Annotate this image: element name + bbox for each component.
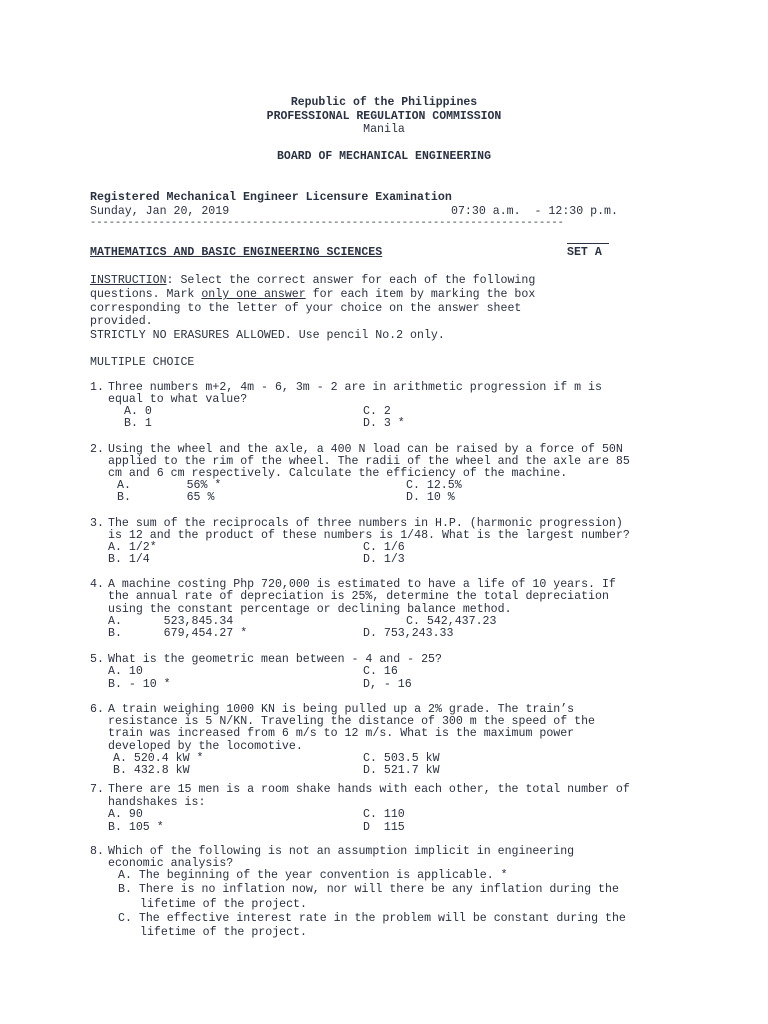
- option-b: B. 1: [124, 417, 152, 430]
- option-b: B. 65 %: [117, 491, 215, 504]
- instruction-line-4: provided.: [90, 315, 153, 328]
- multiple-choice-label: MULTIPLE CHOICE: [90, 356, 195, 369]
- option-c: C. The effective interest rate in the problem will be constant during the: [118, 912, 626, 925]
- exam-divider: ----------------------------------------------------------------------------: [90, 217, 564, 229]
- question-text: handshakes is:: [108, 796, 206, 809]
- option-b: B. 679,454.27 *: [108, 627, 248, 640]
- option-b: B. 1/4: [108, 553, 150, 566]
- header-board: BOARD OF MECHANICAL ENGINEERING: [277, 150, 491, 163]
- question-number: 1.: [90, 381, 104, 394]
- question-number: 8.: [90, 845, 104, 858]
- option-a: A. 523,845.34: [108, 615, 234, 628]
- question-text: applied to the rim of the wheel. The radii of the wheel and the axle are 85: [108, 455, 630, 468]
- option-a: A. 0: [124, 405, 152, 418]
- question-number: 4.: [90, 578, 104, 591]
- option-c: C. 503.5 kW: [363, 752, 440, 765]
- question-text: A machine costing Php 720,000 is estimated to have a life of 10 years. If: [108, 578, 616, 591]
- option-b: B. - 10 *: [108, 678, 171, 691]
- question-number: 3.: [90, 517, 104, 530]
- question-text: Using the wheel and the axle, a 400 N load can be raised by a force of 50N: [108, 443, 623, 456]
- option-c-continued: lifetime of the project.: [140, 926, 307, 939]
- option-d: D. 521.7 kW: [363, 764, 440, 777]
- set-overline: [567, 243, 609, 244]
- exam-time: 07:30 a.m. - 12:30 p.m.: [451, 205, 618, 218]
- instruction-line-2: [90, 288, 535, 301]
- set-label: SET A: [567, 246, 602, 259]
- option-c: C. 2: [363, 405, 391, 418]
- option-a: A. 520.4 kW *: [113, 752, 204, 765]
- question-text: There are 15 men is a room shake hands with each other, the total number of: [108, 783, 630, 796]
- option-d: D. 753,243.33: [363, 627, 454, 640]
- question-text: resistance is 5 N/KN. Traveling the distance of 300 m the speed of the: [108, 715, 596, 728]
- question-number: 2.: [90, 443, 104, 456]
- question-text: The sum of the reciprocals of three numbers in H.P. (harmonic progression): [108, 517, 623, 530]
- question-text: using the constant percentage or declining balance method.: [108, 603, 512, 616]
- option-d: D 115: [363, 821, 405, 834]
- option-c: C. 542,437.23: [406, 615, 497, 628]
- exam-date: Sunday, Jan 20, 2019: [90, 205, 230, 218]
- option-d: D. 1/3: [363, 553, 405, 566]
- option-d: D, - 16: [363, 678, 412, 691]
- question-text: What is the geometric mean between - 4 and - 25?: [108, 653, 442, 666]
- option-a: A. 1/2*: [108, 541, 157, 554]
- question-text: train was increased from 6 m/s to 12 m/s. What is the maximum power: [108, 727, 575, 740]
- option-c: C. 110: [363, 808, 405, 821]
- instruction-emphasis: only one answer: [201, 288, 306, 301]
- question-number: 7.: [90, 783, 104, 796]
- instruction-text: questions. Mark: [90, 288, 202, 301]
- instruction-line-5: STRICTLY NO ERASURES ALLOWED. Use pencil No.2 only.: [90, 329, 445, 342]
- question-text: the annual rate of depreciation is 25%, determine the total depreciation: [108, 590, 609, 603]
- option-a: A. The beginning of the year convention is applicable. *: [118, 869, 508, 882]
- header-city: Manila: [363, 123, 405, 136]
- instruction-text: : Select the correct answer for each of the following: [166, 274, 536, 287]
- exam-title: Registered Mechanical Engineer Licensure Examination: [90, 191, 452, 204]
- option-d: D. 10 %: [406, 491, 455, 504]
- option-c: C. 16: [363, 665, 398, 678]
- option-c: C. 12.5%: [406, 479, 462, 492]
- option-b-continued: lifetime of the project.: [140, 898, 307, 911]
- option-c: C. 1/6: [363, 541, 405, 554]
- question-text: economic analysis?: [108, 857, 234, 870]
- instruction-text: for each item by marking the box: [305, 288, 536, 301]
- instruction-line-1: [90, 274, 535, 287]
- option-b: B. There is no inflation now, nor will there be any inflation during the: [118, 883, 619, 896]
- question-text: Three numbers m+2, 4m - 6, 3m - 2 are in arithmetic progression if m is: [108, 381, 602, 394]
- question-text: A train weighing 1000 KN is being pulled up a 2% grade. The train’s: [108, 703, 575, 716]
- question-text: Which of the following is not an assumption implicit in engineering: [108, 845, 575, 858]
- question-text: cm and 6 cm respectively. Calculate the efficiency of the machine.: [108, 467, 568, 480]
- instruction-line-3: corresponding to the letter of your choice on the answer sheet: [90, 302, 522, 315]
- question-text: developed by the locomotive.: [108, 740, 303, 753]
- option-b: B. 105 *: [108, 821, 164, 834]
- question-text: equal to what value?: [108, 393, 248, 406]
- question-number: 5.: [90, 653, 104, 666]
- option-a: A. 56% *: [117, 479, 222, 492]
- instruction-label: INSTRUCTION: [90, 274, 167, 287]
- header-republic: Republic of the Philippines: [290, 96, 478, 109]
- option-a: A. 90: [108, 808, 143, 821]
- question-number: 6.: [90, 703, 104, 716]
- header-commission: PROFESSIONAL REGULATION COMMISSION: [266, 110, 502, 123]
- section-title: MATHEMATICS AND BASIC ENGINEERING SCIENCES: [90, 246, 383, 259]
- option-b: B. 432.8 kW: [113, 764, 190, 777]
- option-d: D. 3 *: [363, 417, 405, 430]
- option-a: A. 10: [108, 665, 143, 678]
- question-text: is 12 and the product of these numbers is 1/48. What is the largest number?: [108, 529, 630, 542]
